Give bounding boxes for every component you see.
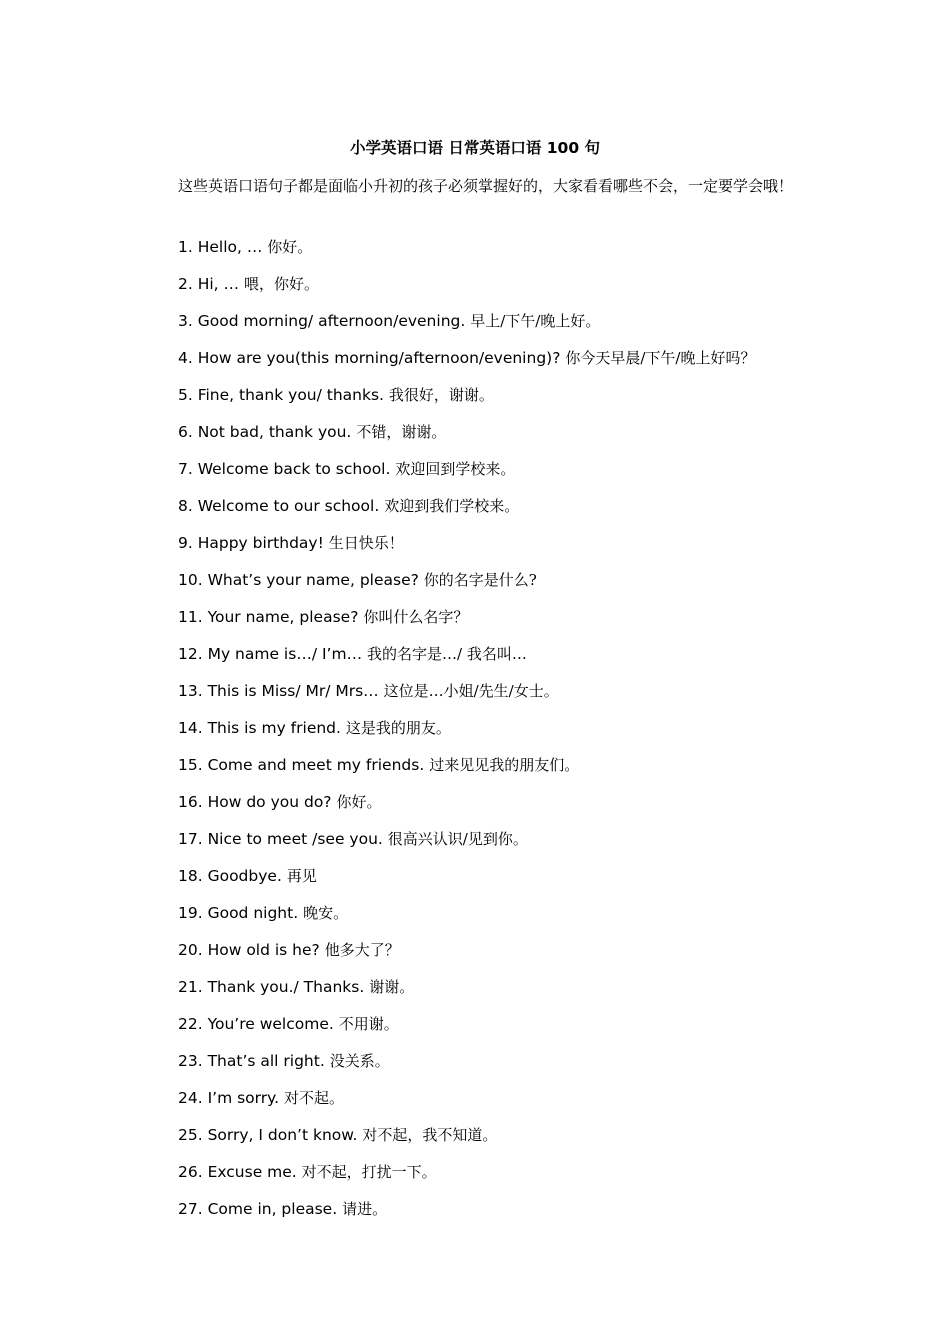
sentence-item <box>178 604 858 641</box>
sentence-chinese: 不错，谢谢。 <box>356 423 447 441</box>
sentence-item <box>178 863 858 900</box>
sentence-english: 20. How old is he? <box>178 941 320 959</box>
sentence-item <box>178 641 858 678</box>
sentence-item <box>178 271 858 308</box>
sentence-english: 7. Welcome back to school. <box>178 460 391 478</box>
sentence-chinese: 你叫什么名字？ <box>363 608 469 626</box>
sentence-english: 14. This is my friend. <box>178 719 341 737</box>
document-title: 小学英语口语 日常英语口语 100 句 <box>349 139 601 157</box>
sentence-chinese: 对不起，打扰一下。 <box>301 1163 437 1181</box>
sentence-item <box>178 234 858 271</box>
sentence-item <box>178 530 858 567</box>
sentence-english: 12. My name is…/ I’m… <box>178 645 363 663</box>
sentence-english: 10. What’s your name, please? <box>178 571 419 589</box>
sentence-chinese: 我的名字是…/ 我名叫… <box>367 645 527 663</box>
sentence-item <box>178 1048 858 1085</box>
sentence-item <box>178 493 858 530</box>
sentence-item <box>178 345 858 382</box>
sentence-item <box>178 937 858 974</box>
sentence-chinese: 我很好，谢谢。 <box>388 386 494 404</box>
sentence-chinese: 早上/下午/晚上好。 <box>470 312 601 330</box>
sentence-english: 26. Excuse me. <box>178 1163 297 1181</box>
sentence-chinese: 你的名字是什么? <box>423 571 537 589</box>
sentence-list <box>178 234 858 1233</box>
sentence-chinese: 欢迎回到学校来。 <box>395 460 516 478</box>
sentence-chinese: 他多大了？ <box>324 941 400 959</box>
sentence-english: 9. Happy birthday! <box>178 534 324 552</box>
sentence-chinese: 不用谢。 <box>338 1015 399 1033</box>
sentence-item <box>178 1085 858 1122</box>
sentence-english: 22. You’re welcome. <box>178 1015 334 1033</box>
sentence-item <box>178 308 858 345</box>
sentence-english: 13. This is Miss/ Mr/ Mrs… <box>178 682 379 700</box>
sentence-chinese: 晚安。 <box>303 904 349 922</box>
sentence-chinese: 对不起，我不知道。 <box>362 1126 498 1144</box>
sentence-english: 21. Thank you./ Thanks. <box>178 978 365 996</box>
sentence-item <box>178 1196 858 1233</box>
sentence-english: 8. Welcome to our school. <box>178 497 380 515</box>
sentence-item <box>178 974 858 1011</box>
sentence-english: 15. Come and meet my friends. <box>178 756 425 774</box>
sentence-item <box>178 567 858 604</box>
sentence-item <box>178 752 858 789</box>
sentence-item <box>178 715 858 752</box>
sentence-chinese: 你好。 <box>336 793 382 811</box>
sentence-item <box>178 1011 858 1048</box>
sentence-english: 1. Hello, … <box>178 238 263 256</box>
sentence-chinese: 对不起。 <box>283 1089 344 1107</box>
sentence-chinese: 喂，你好。 <box>243 275 319 293</box>
sentence-english: 23. That’s all right. <box>178 1052 325 1070</box>
sentence-chinese: 你今天早晨/下午/晚上好吗？ <box>565 349 756 367</box>
sentence-chinese: 欢迎到我们学校来。 <box>384 497 520 515</box>
sentence-item <box>178 419 858 456</box>
sentence-item <box>178 456 858 493</box>
sentence-english: 3. Good morning/ afternoon/evening. <box>178 312 466 330</box>
sentence-chinese: 这是我的朋友。 <box>345 719 451 737</box>
sentence-chinese: 谢谢。 <box>369 978 415 996</box>
sentence-chinese: 再见 <box>286 867 317 885</box>
sentence-english: 11. Your name, please? <box>178 608 359 626</box>
sentence-english: 27. Come in, please. <box>178 1200 338 1218</box>
sentence-english: 2. Hi, … <box>178 275 240 293</box>
sentence-english: 16. How do you do? <box>178 793 332 811</box>
sentence-item <box>178 900 858 937</box>
sentence-chinese: 没关系。 <box>329 1052 390 1070</box>
sentence-english: 25. Sorry, I don’t know. <box>178 1126 358 1144</box>
sentence-item <box>178 826 858 863</box>
sentence-item <box>178 789 858 826</box>
sentence-english: 19. Good night. <box>178 904 299 922</box>
sentence-chinese: 你好。 <box>267 238 313 256</box>
sentence-chinese: 请进。 <box>342 1200 388 1218</box>
sentence-english: 5. Fine, thank you/ thanks. <box>178 386 384 404</box>
sentence-item <box>178 1159 858 1196</box>
sentence-chinese: 过来见见我的朋友们。 <box>429 756 580 774</box>
sentence-item <box>178 1122 858 1159</box>
sentence-english: 4. How are you(this morning/afternoon/evening)? <box>178 349 561 367</box>
sentence-item <box>178 382 858 419</box>
sentence-english: 24. I’m sorry. <box>178 1089 280 1107</box>
sentence-chinese: 很高兴认识/见到你。 <box>387 830 528 848</box>
sentence-chinese: 生日快乐！ <box>328 534 404 552</box>
sentence-english: 6. Not bad, thank you. <box>178 423 352 441</box>
sentence-chinese: 这位是…小姐/先生/女士。 <box>383 682 559 700</box>
intro-paragraph: 这些英语口语句子都是面临小升初的孩子必须掌握好的，大家看看哪些不会，一定要学会哦！ <box>178 177 794 195</box>
sentence-english: 17. Nice to meet /see you. <box>178 830 383 848</box>
sentence-item <box>178 678 858 715</box>
sentence-english: 18. Goodbye. <box>178 867 282 885</box>
